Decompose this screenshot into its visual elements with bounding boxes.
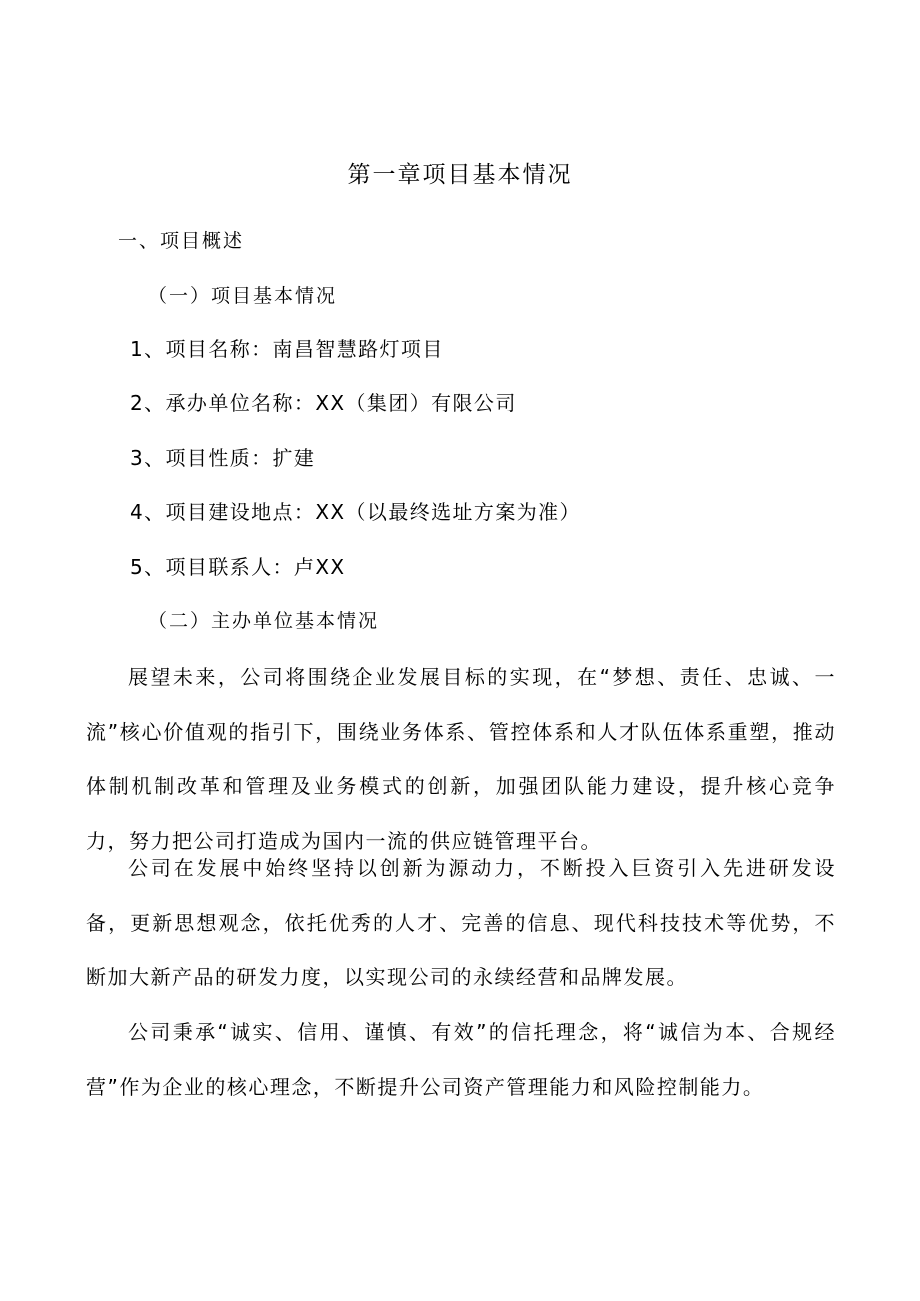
item-project-name: 1、项目名称：南昌智慧路灯项目 (130, 337, 444, 361)
subsection-heading-sponsor: （二）主办单位基本情况 (148, 610, 380, 632)
item-project-contact: 5、项目联系人：卢XX (130, 555, 346, 579)
item-project-location: 4、项目建设地点：XX（以最终选址方案为准） (130, 500, 581, 524)
item-organizer-name: 2、承办单位名称：XX（集团）有限公司 (130, 391, 517, 415)
paragraph: 公司秉承“诚实、信用、谨慎、有效”的信托理念，将“诚信为本、合规经营”作为企业的核心理念，不断提升公司资产管理能力和风险控制能力。 (86, 1020, 836, 1099)
paragraph: 公司在发展中始终坚持以创新为源动力，不断投入巨资引入先进研发设备，更新思想观念，依托优秀的人才、完善的信息、现代科技技术等优势，不断加大新产品的研发力度，以实现公司的永续经营和品牌发展。 (86, 856, 836, 989)
section-heading: 一、项目概述 (118, 230, 245, 252)
subsection-heading-basic-info: （一）项目基本情况 (148, 285, 338, 307)
item-project-nature: 3、项目性质：扩建 (130, 446, 316, 470)
paragraph: 展望未来，公司将围绕企业发展目标的实现，在“梦想、责任、忠诚、一流”核心价值观的指引下，围绕业务体系、管控体系和人才队伍体系重塑，推动体制机制改革和管理及业务模式的创新，加强团队能力建设，提升核心竞争力，努力把公司打造成为国内一流的供应链管理平台。 (86, 665, 836, 853)
chapter-title: 第一章项目基本情况 (347, 162, 573, 188)
